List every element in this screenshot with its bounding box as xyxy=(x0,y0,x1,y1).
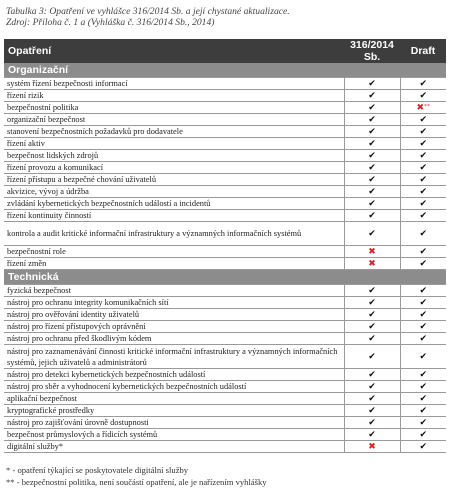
check-icon: ✔ xyxy=(368,79,376,89)
cell-316 xyxy=(344,114,400,126)
check-icon: ✔ xyxy=(419,247,428,257)
cell-draft xyxy=(400,285,446,297)
measure-label: řízení přístupu a bezpečné chování uživatelů xyxy=(4,174,344,186)
measure-label: nástroj pro řízení přístupových oprávnění xyxy=(4,321,344,333)
cell-draft xyxy=(400,186,446,198)
table-row xyxy=(4,258,446,270)
header-draft: Draft xyxy=(400,39,446,63)
check-icon: ✔ xyxy=(419,322,428,332)
table-row xyxy=(4,114,446,126)
check-icon: ✔ xyxy=(368,175,376,185)
header-measure: Opatření xyxy=(4,39,344,63)
table-row xyxy=(4,246,446,258)
measure-label: akvizice, vývoj a údržba xyxy=(4,186,344,198)
cell-316 xyxy=(344,174,400,186)
check-icon: ✔ xyxy=(419,259,428,269)
measure-label: řízení změn xyxy=(4,258,344,270)
cell-316 xyxy=(344,162,400,174)
check-icon: ✔ xyxy=(368,229,376,239)
measure-label: řízení aktiv xyxy=(4,138,344,150)
check-icon: ✔ xyxy=(419,187,428,197)
check-icon: ✔ xyxy=(419,229,428,239)
cell-316 xyxy=(344,333,400,345)
cell-316 xyxy=(344,258,400,270)
cell-draft xyxy=(400,258,446,270)
check-icon: ✔ xyxy=(368,151,376,161)
table-caption: Tabulka 3: Opatření ve vyhlášce 316/2014 Sb. a její chystané aktualizace. xyxy=(6,6,290,17)
cell-draft xyxy=(400,102,446,114)
cell-draft xyxy=(400,381,446,393)
check-icon: ✔ xyxy=(419,298,428,308)
measure-label: aplikační bezpečnost xyxy=(4,393,344,405)
measure-label: bezpečnost lidských zdrojů xyxy=(4,150,344,162)
cell-draft xyxy=(400,429,446,441)
check-icon: ✔ xyxy=(368,406,376,416)
cell-draft xyxy=(400,126,446,138)
measure-label: bezpečnostní politika xyxy=(4,102,344,114)
cell-draft xyxy=(400,138,446,150)
check-icon: ✔ xyxy=(419,127,428,137)
cell-draft xyxy=(400,441,446,453)
check-icon: ✔ xyxy=(419,79,428,89)
cell-draft xyxy=(400,90,446,102)
cell-316 xyxy=(344,138,400,150)
cell-draft xyxy=(400,150,446,162)
measure-label: řízení rizik xyxy=(4,90,344,102)
cell-316 xyxy=(344,126,400,138)
check-icon: ✔ xyxy=(419,418,428,428)
measure-label: nástroj pro sběr a vyhodnocení kybernetických bezpečnostních událostí xyxy=(4,381,344,393)
check-icon: ✔ xyxy=(368,394,376,404)
table-row xyxy=(4,126,446,138)
measure-label: nástroj pro zaznamenávání činnosti kritické informační infrastruktury a významných informačních systémů, jejich uživatelů a administrátorů xyxy=(4,345,344,369)
cell-316 xyxy=(344,321,400,333)
check-icon: ✔ xyxy=(368,115,376,125)
table-row xyxy=(4,309,446,321)
cell-draft xyxy=(400,393,446,405)
cell-316 xyxy=(344,381,400,393)
check-icon: ✔ xyxy=(368,187,376,197)
check-icon: ✔ xyxy=(419,430,428,440)
cell-draft xyxy=(400,405,446,417)
check-icon: ✔ xyxy=(419,163,428,173)
check-icon: ✔ xyxy=(368,139,376,149)
cell-draft xyxy=(400,162,446,174)
check-icon: ✔ xyxy=(419,91,428,101)
check-icon: ✔ xyxy=(368,286,376,296)
measure-label: kryptografické prostředky xyxy=(4,405,344,417)
measure-label: organizační bezpečnost xyxy=(4,114,344,126)
measures-table xyxy=(4,39,446,453)
table-row xyxy=(4,150,446,162)
table-row xyxy=(4,174,446,186)
check-icon: ✔ xyxy=(368,334,376,344)
measure-label: fyzická bezpečnost xyxy=(4,285,344,297)
footnote-2: ** - bezpečnostní politika, není součástí opatření, ale je nařízením vyhlášky xyxy=(6,477,267,487)
cell-316 xyxy=(344,222,400,246)
check-icon: ✔ xyxy=(419,310,428,320)
cell-316 xyxy=(344,186,400,198)
cell-draft xyxy=(400,210,446,222)
cell-draft xyxy=(400,417,446,429)
check-icon: ✔ xyxy=(368,211,376,221)
measure-label: nástroj pro detekci kybernetických bezpečnostních událostí xyxy=(4,369,344,381)
footnote-1: * - opatření týkající se poskytovatele digitální služby xyxy=(6,465,189,475)
cell-draft xyxy=(400,174,446,186)
cross-icon: ✖ xyxy=(368,247,376,257)
cell-316 xyxy=(344,369,400,381)
cell-draft xyxy=(400,321,446,333)
cell-316 xyxy=(344,150,400,162)
header-316: 316/2014 Sb. xyxy=(344,39,400,63)
section-header xyxy=(4,63,446,78)
table-row xyxy=(4,321,446,333)
table-row xyxy=(4,198,446,210)
check-icon: ✔ xyxy=(419,352,428,362)
check-icon: ✔ xyxy=(368,310,376,320)
check-icon: ✔ xyxy=(419,139,428,149)
cell-draft xyxy=(400,369,446,381)
cell-draft xyxy=(400,309,446,321)
cell-316 xyxy=(344,345,400,369)
cell-draft xyxy=(400,222,446,246)
check-icon: ✔ xyxy=(368,430,376,440)
check-icon: ✔ xyxy=(368,127,376,137)
table-row xyxy=(4,369,446,381)
table-row xyxy=(4,222,446,246)
table-row xyxy=(4,405,446,417)
check-icon: ✔ xyxy=(368,298,376,308)
table-body xyxy=(4,63,446,453)
cell-316 xyxy=(344,393,400,405)
cell-316 xyxy=(344,441,400,453)
measure-label: bezpečnostní role xyxy=(4,246,344,258)
check-icon: ✔ xyxy=(368,418,376,428)
table-row xyxy=(4,381,446,393)
cell-316 xyxy=(344,429,400,441)
cell-draft xyxy=(400,78,446,90)
table-row xyxy=(4,102,446,114)
check-icon: ✔ xyxy=(419,406,428,416)
check-icon: ✔ xyxy=(368,352,376,362)
check-icon: ✔ xyxy=(419,151,428,161)
check-icon: ✔ xyxy=(368,91,376,101)
check-icon: ✔ xyxy=(368,370,376,380)
cell-draft xyxy=(400,198,446,210)
cell-316 xyxy=(344,246,400,258)
measure-label: kontrola a audit kritické informační infrastruktury a významných informačních systémů xyxy=(4,222,344,246)
footnote-marker: ** xyxy=(424,104,431,110)
check-icon: ✔ xyxy=(368,382,376,392)
check-icon: ✔ xyxy=(419,442,428,452)
check-icon: ✔ xyxy=(419,334,428,344)
check-icon: ✔ xyxy=(368,199,376,209)
cell-316 xyxy=(344,309,400,321)
cell-316 xyxy=(344,297,400,309)
section-header xyxy=(4,270,446,285)
table-row xyxy=(4,441,446,453)
cell-draft xyxy=(400,246,446,258)
cell-316 xyxy=(344,285,400,297)
check-icon: ✔ xyxy=(368,322,376,332)
cross-icon: ✖ xyxy=(416,103,425,113)
measure-label: stanovení bezpečnostních požadavků pro dodavatele xyxy=(4,126,344,138)
table-row xyxy=(4,297,446,309)
cell-316 xyxy=(344,210,400,222)
measure-label: digitální služby* xyxy=(4,441,344,453)
check-icon: ✔ xyxy=(419,115,428,125)
measure-label: bezpečnost průmyslových a řídicích systémů xyxy=(4,429,344,441)
check-icon: ✔ xyxy=(419,370,428,380)
section-title: Organizační xyxy=(4,63,446,78)
cell-316 xyxy=(344,102,400,114)
cell-316 xyxy=(344,198,400,210)
table-row xyxy=(4,345,446,369)
cell-draft xyxy=(400,114,446,126)
table-row xyxy=(4,429,446,441)
table-row xyxy=(4,90,446,102)
check-icon: ✔ xyxy=(419,211,428,221)
table-row xyxy=(4,210,446,222)
check-icon: ✔ xyxy=(419,382,428,392)
cross-icon: ✖ xyxy=(368,442,376,452)
table-row xyxy=(4,333,446,345)
check-icon: ✔ xyxy=(419,286,428,296)
table-row xyxy=(4,138,446,150)
measure-label: nástroj pro ověřování identity uživatelů xyxy=(4,309,344,321)
measure-label: řízení provozu a komunikací xyxy=(4,162,344,174)
measure-label: nástroj pro ochranu integrity komunikačních sítí xyxy=(4,297,344,309)
table-row xyxy=(4,285,446,297)
table-source: Zdroj: Příloha č. 1 a (Vyhláška č. 316/2014 Sb., 2014) xyxy=(6,17,215,28)
table-row xyxy=(4,186,446,198)
check-icon: ✔ xyxy=(419,394,428,404)
check-icon: ✔ xyxy=(368,163,376,173)
check-icon: ✔ xyxy=(419,199,428,209)
cell-draft xyxy=(400,333,446,345)
table-row xyxy=(4,393,446,405)
measure-label: nástroj pro ochranu před škodlivým kódem xyxy=(4,333,344,345)
cell-316 xyxy=(344,405,400,417)
measure-label: zvládání kybernetických bezpečnostních událostí a incidentů xyxy=(4,198,344,210)
cell-316 xyxy=(344,417,400,429)
measure-label: řízení kontinuity činností xyxy=(4,210,344,222)
measure-label: systém řízení bezpečnosti informací xyxy=(4,78,344,90)
cell-316 xyxy=(344,78,400,90)
check-icon: ✔ xyxy=(419,175,428,185)
table-row xyxy=(4,417,446,429)
check-icon: ✔ xyxy=(368,103,376,113)
cell-draft xyxy=(400,297,446,309)
cell-316 xyxy=(344,90,400,102)
table-row xyxy=(4,78,446,90)
measure-label: nástroj pro zajišťování úrovně dostupnosti xyxy=(4,417,344,429)
table-header-row xyxy=(4,39,446,63)
cross-icon: ✖ xyxy=(368,259,376,269)
cell-draft xyxy=(400,345,446,369)
table-row xyxy=(4,162,446,174)
section-title: Technická xyxy=(4,270,446,285)
